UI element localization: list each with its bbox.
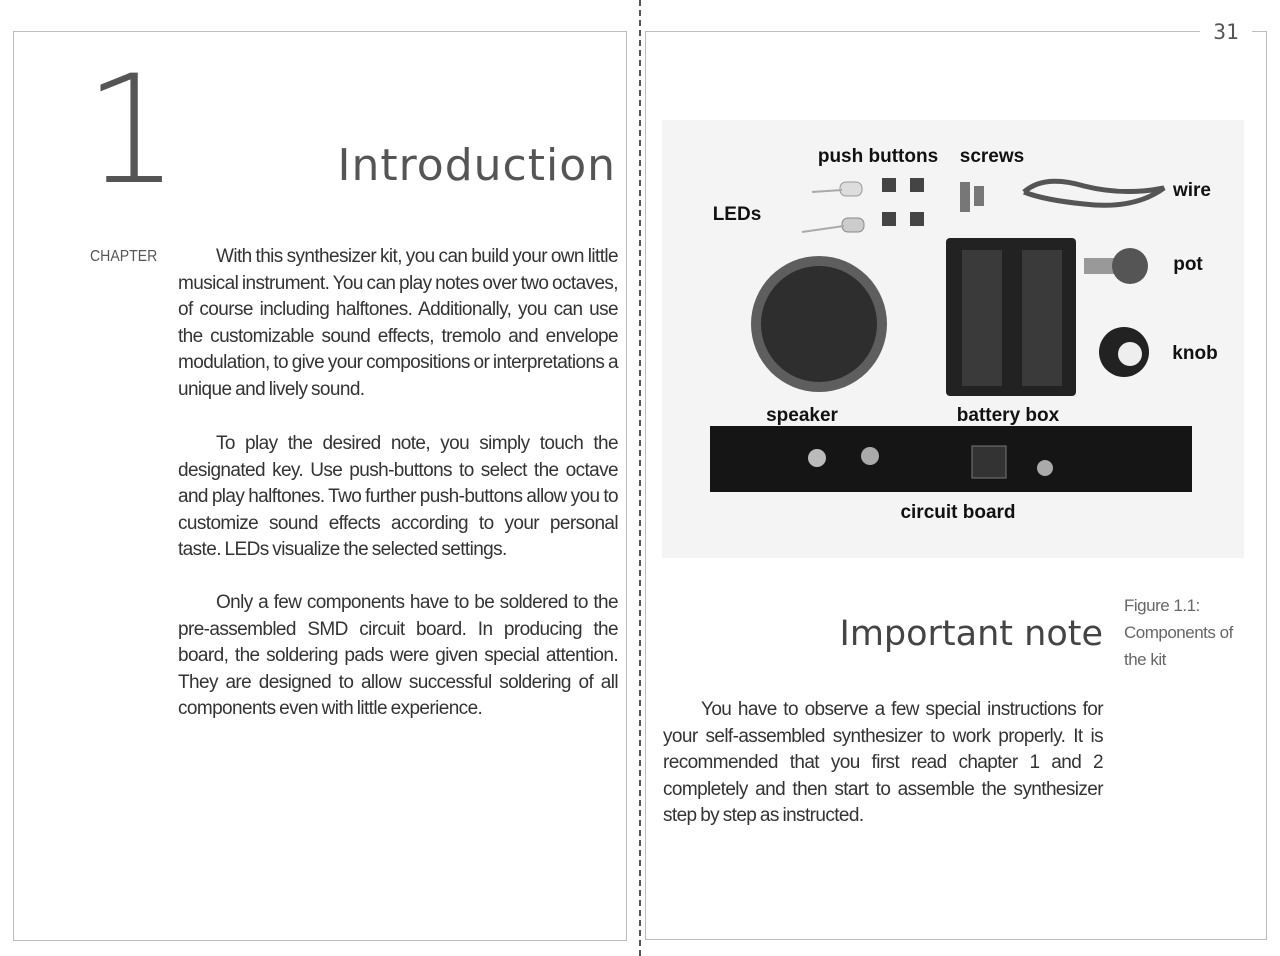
speaker-illustration — [751, 256, 887, 392]
important-note-paragraph: You have to observe a few special instructions for your self-assembled synthesizer to work properly. It is recommended that you first read chapter 1 and 2 completely and then start to assemble the synthesizer step by step as instructed. — [663, 699, 1103, 826]
intro-paragraph-2: To play the desired note, you simply touch the designated key. Use push-buttons to select the octave and play halftones. Two further push-buttons allow you to customize sound effects according to your personal taste. LEDs visualize the selected settings. — [178, 433, 618, 560]
circuit-board-illustration — [710, 426, 1192, 492]
wire-illustration — [1024, 181, 1164, 205]
label-leds: LEDs — [712, 204, 762, 225]
section-heading-important-note: Important note — [839, 614, 1103, 654]
push-buttons-illustration — [882, 178, 924, 226]
right-page-top-rule-end — [1252, 31, 1266, 32]
page-gutter — [639, 0, 641, 956]
label-speaker: speaker — [766, 405, 838, 426]
label-circuit-board: circuit board — [900, 502, 1016, 523]
label-push-buttons: push buttons — [817, 146, 939, 167]
label-knob: knob — [1172, 343, 1218, 364]
intro-paragraph-1: With this synthesizer kit, you can build your own little musical instrument. You can play notes over two octaves, of course including halftones. Additionally, you can use the customizable sound effects, tremolo and envelope modulation, to give your compositions or interpretations a unique and lively sound. — [178, 246, 618, 400]
label-battery-box: battery box — [956, 405, 1060, 426]
right-page-top-rule — [645, 31, 1200, 32]
page-number: 31 — [1213, 20, 1239, 44]
chapter-title: Introduction — [337, 140, 616, 191]
chapter-number: 1 — [84, 44, 180, 218]
label-pot: pot — [1173, 254, 1203, 275]
label-wire: wire — [1172, 180, 1212, 201]
screws-illustration — [960, 182, 984, 212]
figure-caption: Figure 1.1: Components of the kit — [1124, 596, 1233, 669]
battery-box-illustration — [946, 238, 1076, 396]
chapter-label: CHAPTER — [90, 248, 158, 265]
pot-illustration — [1084, 248, 1148, 284]
knob-illustration — [1099, 327, 1149, 377]
kit-components-photo — [662, 120, 1244, 558]
leds-illustration — [802, 182, 864, 232]
intro-paragraph-3: Only a few components have to be soldered to the pre-assembled SMD circuit board. In producing the board, the soldering pads were given special attention. They are designed to allow successful soldering of all components even with little experience. — [178, 592, 618, 719]
label-screws: screws — [959, 146, 1025, 167]
